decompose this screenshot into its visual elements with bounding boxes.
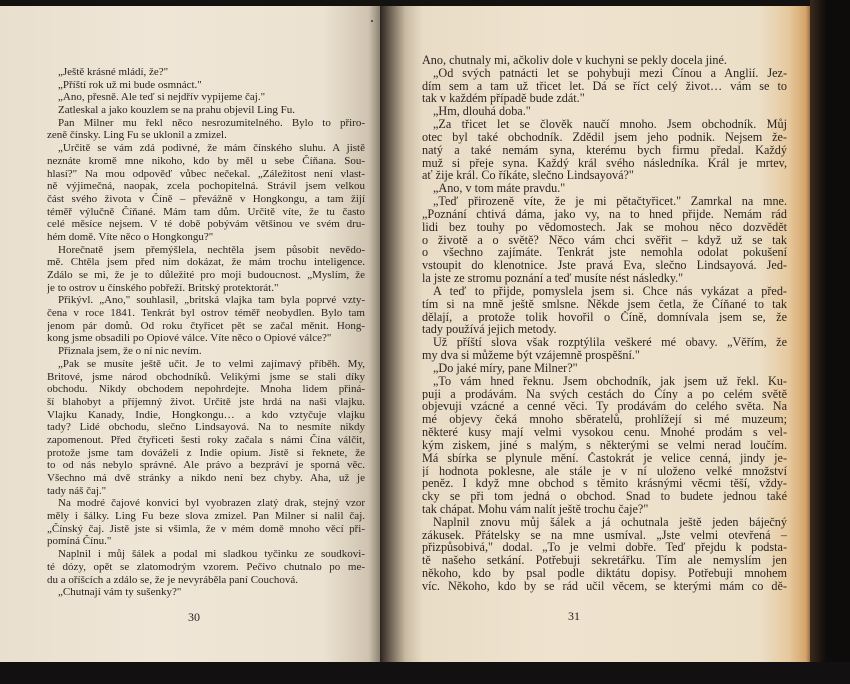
text-line: některé kusy mají velmi vysokou cenu. Mnohé prodám s vel- (422, 426, 787, 439)
paragraph (47, 104, 365, 117)
paragraph (47, 294, 365, 345)
text-line: zákusek. Přátelsky se na mne usmíval. „Jste velmi otevřená – (422, 528, 787, 542)
text-line: „Ještě krásné mládí, že?" (58, 66, 169, 78)
text-line: pomíná Čínu." (47, 535, 112, 548)
text-line: dělají, a protože tolik hovořil o Číně, domnívala jsem se, že (422, 310, 787, 324)
text-line: neznáte kromě mne nikoho, kdo by měl u sebe Číňana. Sou- (47, 154, 365, 167)
text-line: protože jsme tam dováželi z Indie opium. Jistě si řeknete, že (47, 446, 365, 459)
right-page-text (422, 54, 787, 593)
text-line: ší blahobyt a příjemný život. Určitě jste hrdá na naši vlajku. (47, 395, 365, 408)
paragraph (47, 345, 365, 358)
text-line: Přiznala jsem, že o ní nic nevím. (58, 345, 202, 358)
paragraph (422, 516, 787, 593)
text-line: Vlajku Kanady, Indie, Hongkongu… a kdo vztyčuje vlajku (47, 408, 365, 421)
text-line: „Ano, přesně. Ale teď si nejdřív vypijeme čaj." (58, 91, 266, 104)
text-line: kong jsme obsadili po Opiové válce. Víte něco o Opiové válce?" (47, 332, 332, 345)
text-line: „Čínský čaj. Jistě jste si všimla, že v mém domě mnoho věcí při- (47, 522, 365, 535)
text-line: ať žije král. Co říkáte, slečno Lindsayová?" (422, 169, 634, 183)
text-line: hlasí?" Na mou odpověď vůbec nečekal. „Záležitost není vlast- (47, 167, 365, 180)
text-line: tady používá jejich metody. (422, 323, 557, 337)
text-line: tak chápat. Mohu vám nalít ještě trochu čaje?" (422, 502, 649, 516)
text-line: „Za třicet let se člověk naučí mnoho. Jsem obchodník. Můj (433, 118, 787, 131)
text-line: ně výjimečná, naopak, zcela pochopitelná. Strávil jsem velkou (47, 180, 365, 193)
text-line: někoho, kdo by psal podle diktátu dopisy. Potřebuji mnohem (422, 567, 787, 580)
text-line: „Hm, dlouhá doba." (433, 105, 531, 119)
text-line: o životě a o světě? Něco vám chci svěřit – když už se tak (422, 233, 787, 247)
text-line: my dva si můžeme být vzájemně prospěšní." (422, 349, 640, 362)
text-line: Naplnil i můj šálek a podal mi sladkou tyčinku ze soudkovi- (58, 548, 365, 561)
text-line: víc. Někoho, kdo by se rád učil věcem, se kterými mám co dě- (422, 579, 787, 593)
text-line: du a oříšcích a zdálo se, že je nevyráběla paní Couchová. (47, 573, 299, 586)
text-line: Všechno má dvě stránky a nikdo není bez chyby. Aha, už je (47, 472, 365, 484)
text-line: tady náš čaj." (47, 484, 107, 497)
text-line: „To vám hned řeknu. Jsem obchodník, jak jsem už řekl. Ku- (433, 374, 787, 388)
text-line: vstoupit do klenotnice. Jste pravá Eva, slečno Lindsayová. Jed- (422, 259, 787, 273)
text-line: „Ano, v tom máte pravdu." (433, 182, 566, 196)
text-line: jí hodnota poklesne, ale stále je v ní uloženo velké množství (422, 464, 787, 478)
text-line: Britové, jsme národ obchodníků. Velikými jsme se stali díky (47, 370, 365, 383)
paragraph (47, 66, 365, 79)
text-line: Má sbírka se plynule mění. Častokrát je velice cenná, jindy je- (422, 451, 787, 465)
text-line: mé objevy čeká mnoho sběratelů, prohlížejí si mé muzeum; (422, 413, 787, 427)
paragraph (47, 142, 365, 244)
page-number-left: 30 (188, 610, 200, 624)
text-line: tak v každém případě bude zdát." (422, 92, 585, 106)
paper-speck (371, 20, 373, 22)
text-line: lidi bez touhy po vědomostech. Jak se mohou něco dozvědět (422, 220, 787, 234)
text-line: A teď to přijde, pomyslela jsem si. Chce nás vykázat a před- (433, 284, 787, 298)
text-line: la jste ze stromu poznání a teď musíte nést následky." (422, 272, 684, 285)
paragraph (422, 118, 787, 182)
paragraph (47, 586, 365, 599)
text-line: Přikývl. „Ano," souhlasil, „britská vlajka tam byla poprvé vzty- (58, 294, 365, 307)
text-line: „Příští rok už mi bude osmnáct." (58, 78, 202, 91)
text-line: Horečnatě jsem přemýšlela, nechtěla jsem působit nevědo- (58, 243, 365, 256)
text-line: Zatleskal a jako kouzlem se na prahu objevil Ling Fu. (58, 104, 296, 117)
text-line: Ano, chutnaly mi, ačkoliv dole v kuchyni se pekly docela jiné. (422, 54, 727, 67)
paragraph (422, 54, 787, 67)
text-line: přizpůsobivá," dodal. „To je velmi dobře. Teď přejdu k podsta- (422, 541, 787, 555)
text-line: Už příští slova však rozptýlila veškeré mé obavy. „Věřím, že (433, 336, 787, 350)
text-line: dím sem a tam už třicet let. Dá se říct celý život… vám se to (422, 79, 787, 93)
paragraph (47, 91, 365, 104)
paragraph (422, 67, 787, 105)
text-line: natý a také nemám syna, kterému bych firmu předal. Každý (422, 143, 787, 157)
text-line: Pan Milner mu řekl něco nesrozumitelného. Bylo to přiro- (58, 116, 365, 129)
paragraph (47, 497, 365, 548)
paragraph (47, 79, 365, 92)
text-line: mě. Chtěla jsem před ním dokázat, že mám trochu inteligence. (47, 256, 365, 269)
scan-background-bottom (0, 662, 850, 684)
text-line: otec byl také obchodník. Zdědil jsem jeho podnik. Nejsem že- (422, 130, 787, 144)
text-line: tady? Lidé obchodu, slečno Lindsayová. Na to nesmíte nikdy (47, 421, 365, 434)
text-line: cky se při tom jedná o obchod. Snad to budete jednou také (422, 490, 787, 503)
text-line: celé měsíce nejsem. V té době pobývám většinou ve svém dru- (47, 218, 365, 231)
paragraph (422, 362, 787, 375)
text-line: „Pak se musíte ještě učit. Je to velmi zajímavý příběh. My, (58, 357, 365, 370)
text-line: zapomenout. Před čtyřiceti šesti roky začala s námi Čína válčit, (47, 433, 365, 446)
text-line: je to ostrov u čínského pobřeží. Britský protektorát." (47, 281, 279, 294)
paragraph (422, 182, 787, 195)
text-line: zeně čínsky. Ling Fu se uklonil a zmizel. (47, 129, 227, 142)
text-line: jenom pár domů. Od roku čtyřicet pět se začal měnit. Hong- (47, 319, 365, 332)
paragraph (47, 117, 365, 142)
text-line: peněz. I když mne obchod s těmito krásnými věcmi těší, vždy- (422, 477, 787, 491)
paragraph (422, 375, 787, 516)
text-line: muž si přeje syna. Každý král svého následníka. Král je mrtev, (422, 156, 787, 170)
text-line: „Chutnají vám ty sušenky?" (58, 586, 182, 599)
text-line: tím si na mně ještě smlsne. Někde jsem četla, že Číňané to tak (422, 297, 787, 311)
page-number-right: 31 (568, 609, 580, 623)
scan-background-right (810, 0, 850, 684)
text-line: o všechno zajímáte. Tenkrát jste nemohla odolat pokušení (422, 246, 787, 260)
text-line: to od nás nebylo správné. Ale právo a bezpráví je sporná věc. (47, 459, 365, 472)
paragraph (47, 244, 365, 295)
text-line: „Poznání chtivá dáma, jako vy, na to hned přijde. Nemám rád (422, 207, 787, 221)
text-line: „Určitě se vám zdá podivné, že mám čínského sluhu. A jistě (58, 142, 365, 155)
text-line: čena v roce 1841. Tenkrát byl ostrov téměř neobydlen. Bylo tam (47, 307, 365, 320)
text-line: Naplnil znovu můj šálek a já ochutnala ještě jeden báječný (433, 515, 787, 529)
text-line: puji a prodávám. Na svých cestách do Číny a po celém světě (422, 387, 787, 401)
text-line: hém domě. Víte něco o Hongkongu?" (47, 230, 214, 243)
paragraph (422, 105, 787, 118)
paragraph (47, 548, 365, 586)
paragraph (422, 336, 787, 362)
text-line: tě našeho setkání. Potřebuji sekretářku. Tím ale nemyslím jen (422, 554, 787, 568)
left-page-text (47, 66, 365, 599)
text-line: Zdálo se mi, že je to důležité pro moji budoucnost. „Myslím, že (47, 269, 365, 281)
text-line: měly i šálky. Ling Fu beze slova zmizel. Pan Milner si nalil čaj. (47, 510, 365, 523)
text-line: té dózy, opět se zlatomodrým vzorem. Pečivo chutnalo po me- (47, 560, 365, 573)
text-line: část svého života v Číně – převážně v Hongkongu, a tam žijí (47, 192, 365, 205)
text-line: „Od svých patnácti let se pohybuji mezi Čínou a Anglií. Jez- (433, 66, 787, 80)
text-line: kým ziskem, jiné s malým, s některými se velmi nerad loučím. (422, 438, 787, 452)
text-line: Na modré čajové konvici byl vyobrazen zlatý drak, stejný vzor (58, 497, 365, 510)
text-line: téměř výlučně Číňané. Mám tam dům. Určitě víte, že tu často (47, 205, 365, 218)
paragraph (422, 285, 787, 336)
text-line: „Do jaké míry, pane Milner?" (433, 361, 578, 375)
paragraph (47, 358, 365, 498)
text-line: „Teď přirozeně víte, že je mi pětačtyřicet." Zamrkal na mne. (433, 195, 787, 208)
text-line: objevuji vzácné a cenné věci. Ty prodávám do celého světa. Na (422, 400, 787, 414)
paragraph (422, 195, 787, 285)
text-line: obchodu. Nikdy obchodem nepohrdejte. Mnoha lidem přiná- (47, 383, 365, 396)
